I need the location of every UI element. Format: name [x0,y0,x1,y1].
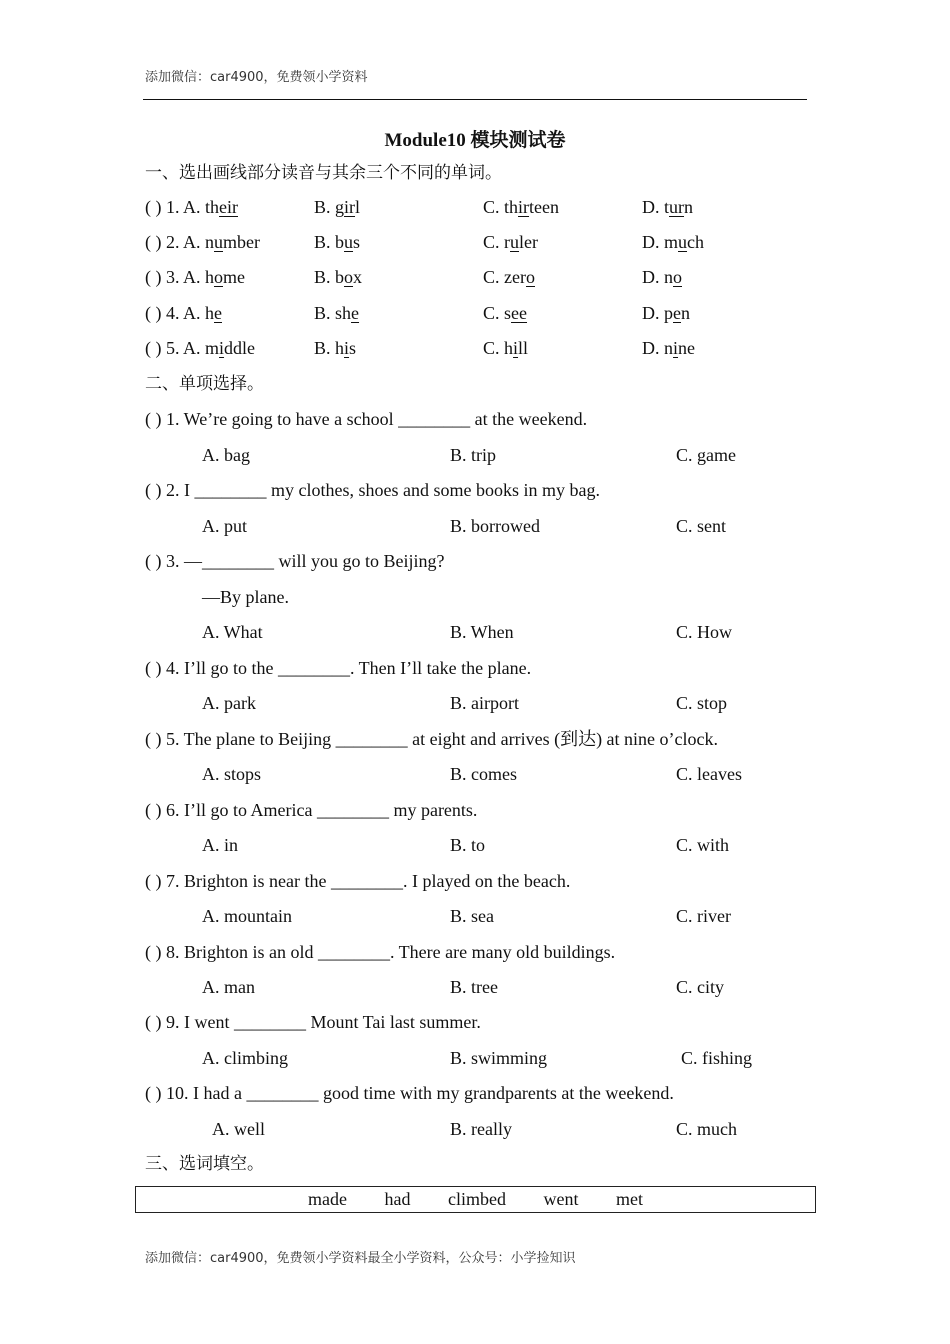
s1-q2-option-b: B. bus [314,232,361,252]
word-bank-box [135,1186,816,1213]
header-divider [143,99,807,100]
s2-q10-option-a: A. well [212,1119,265,1139]
s1-q3-option-c: C. zero [483,267,535,287]
s1-q3-option-a: ( ) 3. A. home [145,267,245,287]
s2-q8-option-b: B. tree [450,977,498,997]
s2-q3-answer-line: —By plane. [202,587,289,607]
s1-q5-option-b: B. his [314,338,357,358]
s2-q7-option-a: A. mountain [202,906,292,926]
s2-q2-option-c: C. sent [676,516,727,536]
footer-note: 添加微信：car4900，免费领小学资料最全小学资料，公众号：小学捡知识 [145,1251,576,1266]
s2-q7-option-c: C. river [676,906,731,926]
s2-q6-stem: ( ) 6. I’ll go to America ________ my parents. [145,800,478,820]
s2-q9-stem: ( ) 9. I went ________ Mount Tai last summer. [145,1012,481,1032]
s2-q4-option-a: A. park [202,693,256,713]
s2-q3-stem: ( ) 3. —________ will you go to Beijing? [145,551,445,571]
s2-q9-option-c: C. fishing [681,1048,753,1068]
s1-q1-option-d: D. turn [642,197,694,217]
s2-q8-option-a: A. man [202,977,255,997]
s2-q5-option-b: B. comes [450,764,517,784]
s1-q5-option-d: D. nine [642,338,696,358]
s2-q3-option-b: B. When [450,622,514,642]
section3-heading: 三、选词填空。 [145,1154,264,1174]
page-title: Module10 模块测试卷 [384,130,566,151]
s2-q10-option-c: C. much [676,1119,737,1139]
s2-q6-option-c: C. with [676,835,730,855]
s2-q1-option-a: A. bag [202,445,250,465]
s2-q9-option-a: A. climbing [202,1048,288,1068]
s2-q1-stem: ( ) 1. We’re going to have a school ________ at the weekend. [145,409,588,429]
s2-q10-option-b: B. really [450,1119,512,1139]
s1-q3-option-b: B. box [314,267,363,287]
s2-q7-option-b: B. sea [450,906,494,926]
header-note: 添加微信：car4900，免费领小学资料 [145,70,368,85]
s1-q4-option-a: ( ) 4. A. he [145,303,222,323]
s2-q8-option-c: C. city [676,977,724,997]
s2-q9-option-b: B. swimming [450,1048,548,1068]
s2-q3-option-c: C. How [676,622,733,642]
s2-q6-option-b: B. to [450,835,486,855]
s2-q3-option-a: A. What [202,622,263,642]
s1-q3-option-d: D. no [642,267,682,287]
section2-heading: 二、单项选择。 [145,374,264,394]
s1-q5-option-c: C. hill [483,338,529,358]
s2-q1-option-b: B. trip [450,445,497,465]
s1-q4-option-b: B. she [314,303,360,323]
word-bank-text: made had climbed went met [308,1189,643,1209]
s1-q1-option-a: ( ) 1. A. their [145,197,238,217]
s1-q2-option-c: C. ruler [483,232,538,252]
s1-q5-option-a: ( ) 5. A. middle [145,338,256,358]
s1-q2-option-d: D. much [642,232,705,252]
s2-q5-stem: ( ) 5. The plane to Beijing ________ at eight and arrives (到达) at nine o’clock. [145,729,719,749]
s2-q5-option-a: A. stops [202,764,262,784]
s2-q7-stem: ( ) 7. Brighton is near the ________. I played on the beach. [145,871,571,891]
section1-heading: 一、选出画线部分读音与其余三个不同的单词。 [145,163,502,183]
s1-q4-option-d: D. pen [642,303,690,323]
s2-q10-stem: ( ) 10. I had a ________ good time with my grandparents at the weekend. [145,1083,674,1103]
s2-q4-stem: ( ) 4. I’ll go to the ________. Then I’ll take the plane. [145,658,532,678]
s2-q5-option-c: C. leaves [676,764,742,784]
s2-q6-option-a: A. in [202,835,238,855]
s2-q8-stem: ( ) 8. Brighton is an old ________. There are many old buildings. [145,942,616,962]
s1-q1-option-c: C. thirteen [483,197,560,217]
s2-q1-option-c: C. game [676,445,736,465]
s1-q4-option-c: C. see [483,303,528,323]
s2-q2-option-b: B. borrowed [450,516,540,536]
s2-q4-option-c: C. stop [676,693,728,713]
s1-q2-option-a: ( ) 2. A. number [145,232,260,252]
s2-q2-stem: ( ) 2. I ________ my clothes, shoes and some books in my bag. [145,480,600,500]
s2-q4-option-b: B. airport [450,693,519,713]
s1-q1-option-b: B. girl [314,197,361,217]
s2-q2-option-a: A. put [202,516,247,536]
